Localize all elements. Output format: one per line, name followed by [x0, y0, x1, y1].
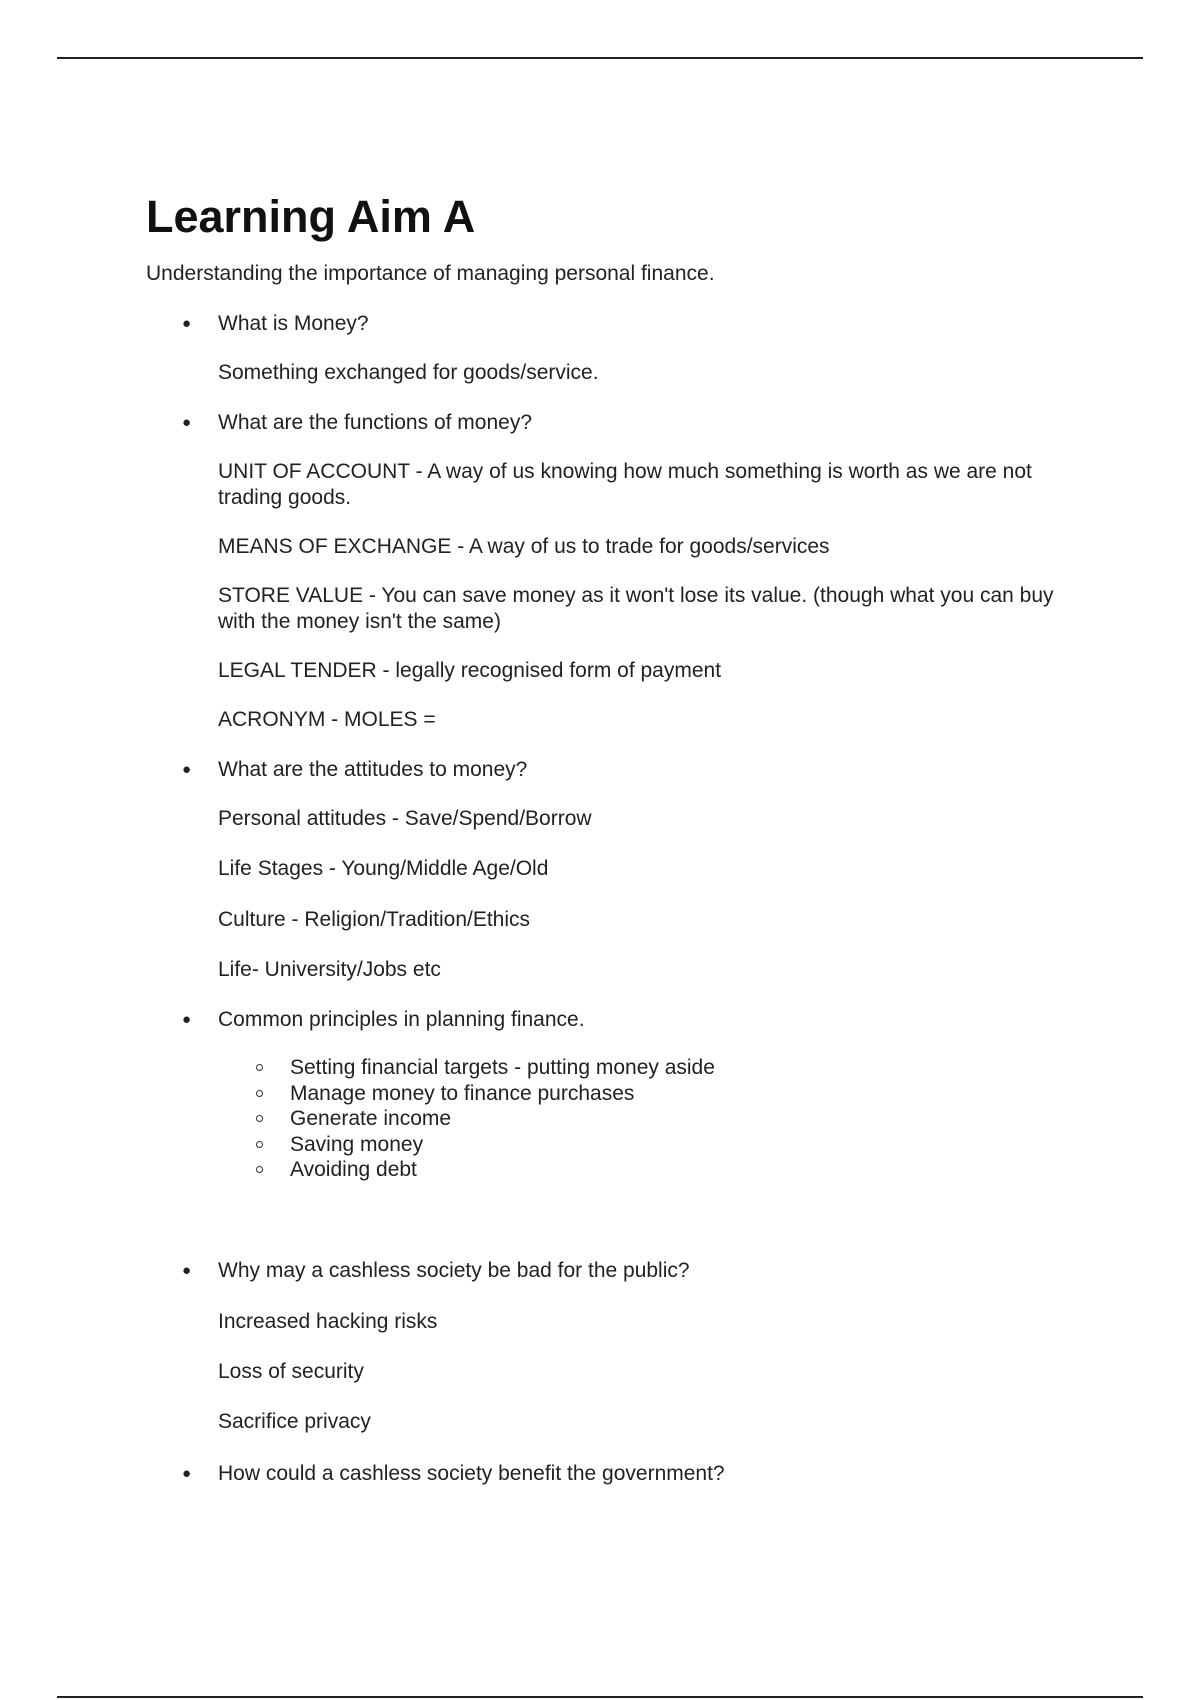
answer-item: MEANS OF EXCHANGE - A way of us to trade for goods/services	[218, 535, 830, 558]
answer-item: LEGAL TENDER - legally recognised form of payment	[218, 659, 722, 682]
top-rule	[57, 57, 1143, 59]
question-what-is-money: ● What is Money?	[182, 312, 369, 335]
answer-item: Increased hacking risks	[218, 1309, 438, 1333]
answer-item: STORE VALUE - You can save money as it won't lose its value. (though what you can buy with the money isn't the same)	[218, 584, 1054, 633]
circle-bullet-icon	[256, 1090, 263, 1097]
bullet-icon: ●	[182, 761, 192, 778]
document-title: Learning Aim A	[146, 191, 476, 242]
answer-item: Life Stages - Young/Middle Age/Old	[218, 857, 549, 880]
answer-item: ACRONYM - MOLES =	[218, 708, 436, 731]
circle-bullet-icon	[256, 1166, 263, 1173]
bullet-icon: ●	[182, 315, 192, 332]
answer-item: Loss of security	[218, 1359, 364, 1383]
question-cashless-bad-for-public: ● Why may a cashless society be bad for the public?	[182, 1258, 690, 1282]
answer-item: Culture - Religion/Tradition/Ethics	[218, 908, 531, 931]
bullet-icon: ●	[182, 1261, 192, 1279]
question-cashless-benefit-government: ● How could a cashless society benefit the government?	[182, 1461, 725, 1485]
document-body	[146, 190, 1076, 1487]
circle-bullet-icon	[256, 1115, 263, 1122]
question-attitudes-to-money: ● What are the attitudes to money?	[182, 758, 528, 781]
bullet-icon: ●	[182, 414, 192, 431]
list-item: Setting financial targets - putting money aside	[146, 1055, 1076, 1081]
answer-item: UNIT OF ACCOUNT - A way of us knowing how much something is worth as we are not trading goods.	[218, 460, 1032, 509]
answer-item: Sacrifice privacy	[218, 1409, 371, 1433]
bottom-rule	[57, 1696, 1143, 1698]
question-functions-of-money: ● What are the functions of money?	[182, 411, 533, 434]
bullet-icon: ●	[182, 1011, 192, 1028]
document-subtitle: Understanding the importance of managing personal finance.	[146, 262, 715, 285]
answer-item: Personal attitudes - Save/Spend/Borrow	[218, 807, 592, 830]
list-item: Avoiding debt	[146, 1157, 1076, 1183]
bullet-icon: ●	[182, 1464, 192, 1482]
circle-bullet-icon	[256, 1064, 263, 1071]
principles-list	[146, 1055, 1076, 1183]
circle-bullet-icon	[256, 1141, 263, 1148]
answer-item: Life- University/Jobs etc	[218, 958, 441, 981]
answer-item: Something exchanged for goods/service.	[218, 361, 599, 384]
list-item: Generate income	[146, 1106, 1076, 1132]
question-planning-principles: ● Common principles in planning finance.	[182, 1008, 585, 1031]
list-item: Saving money	[146, 1132, 1076, 1158]
list-item: Manage money to finance purchases	[146, 1081, 1076, 1107]
